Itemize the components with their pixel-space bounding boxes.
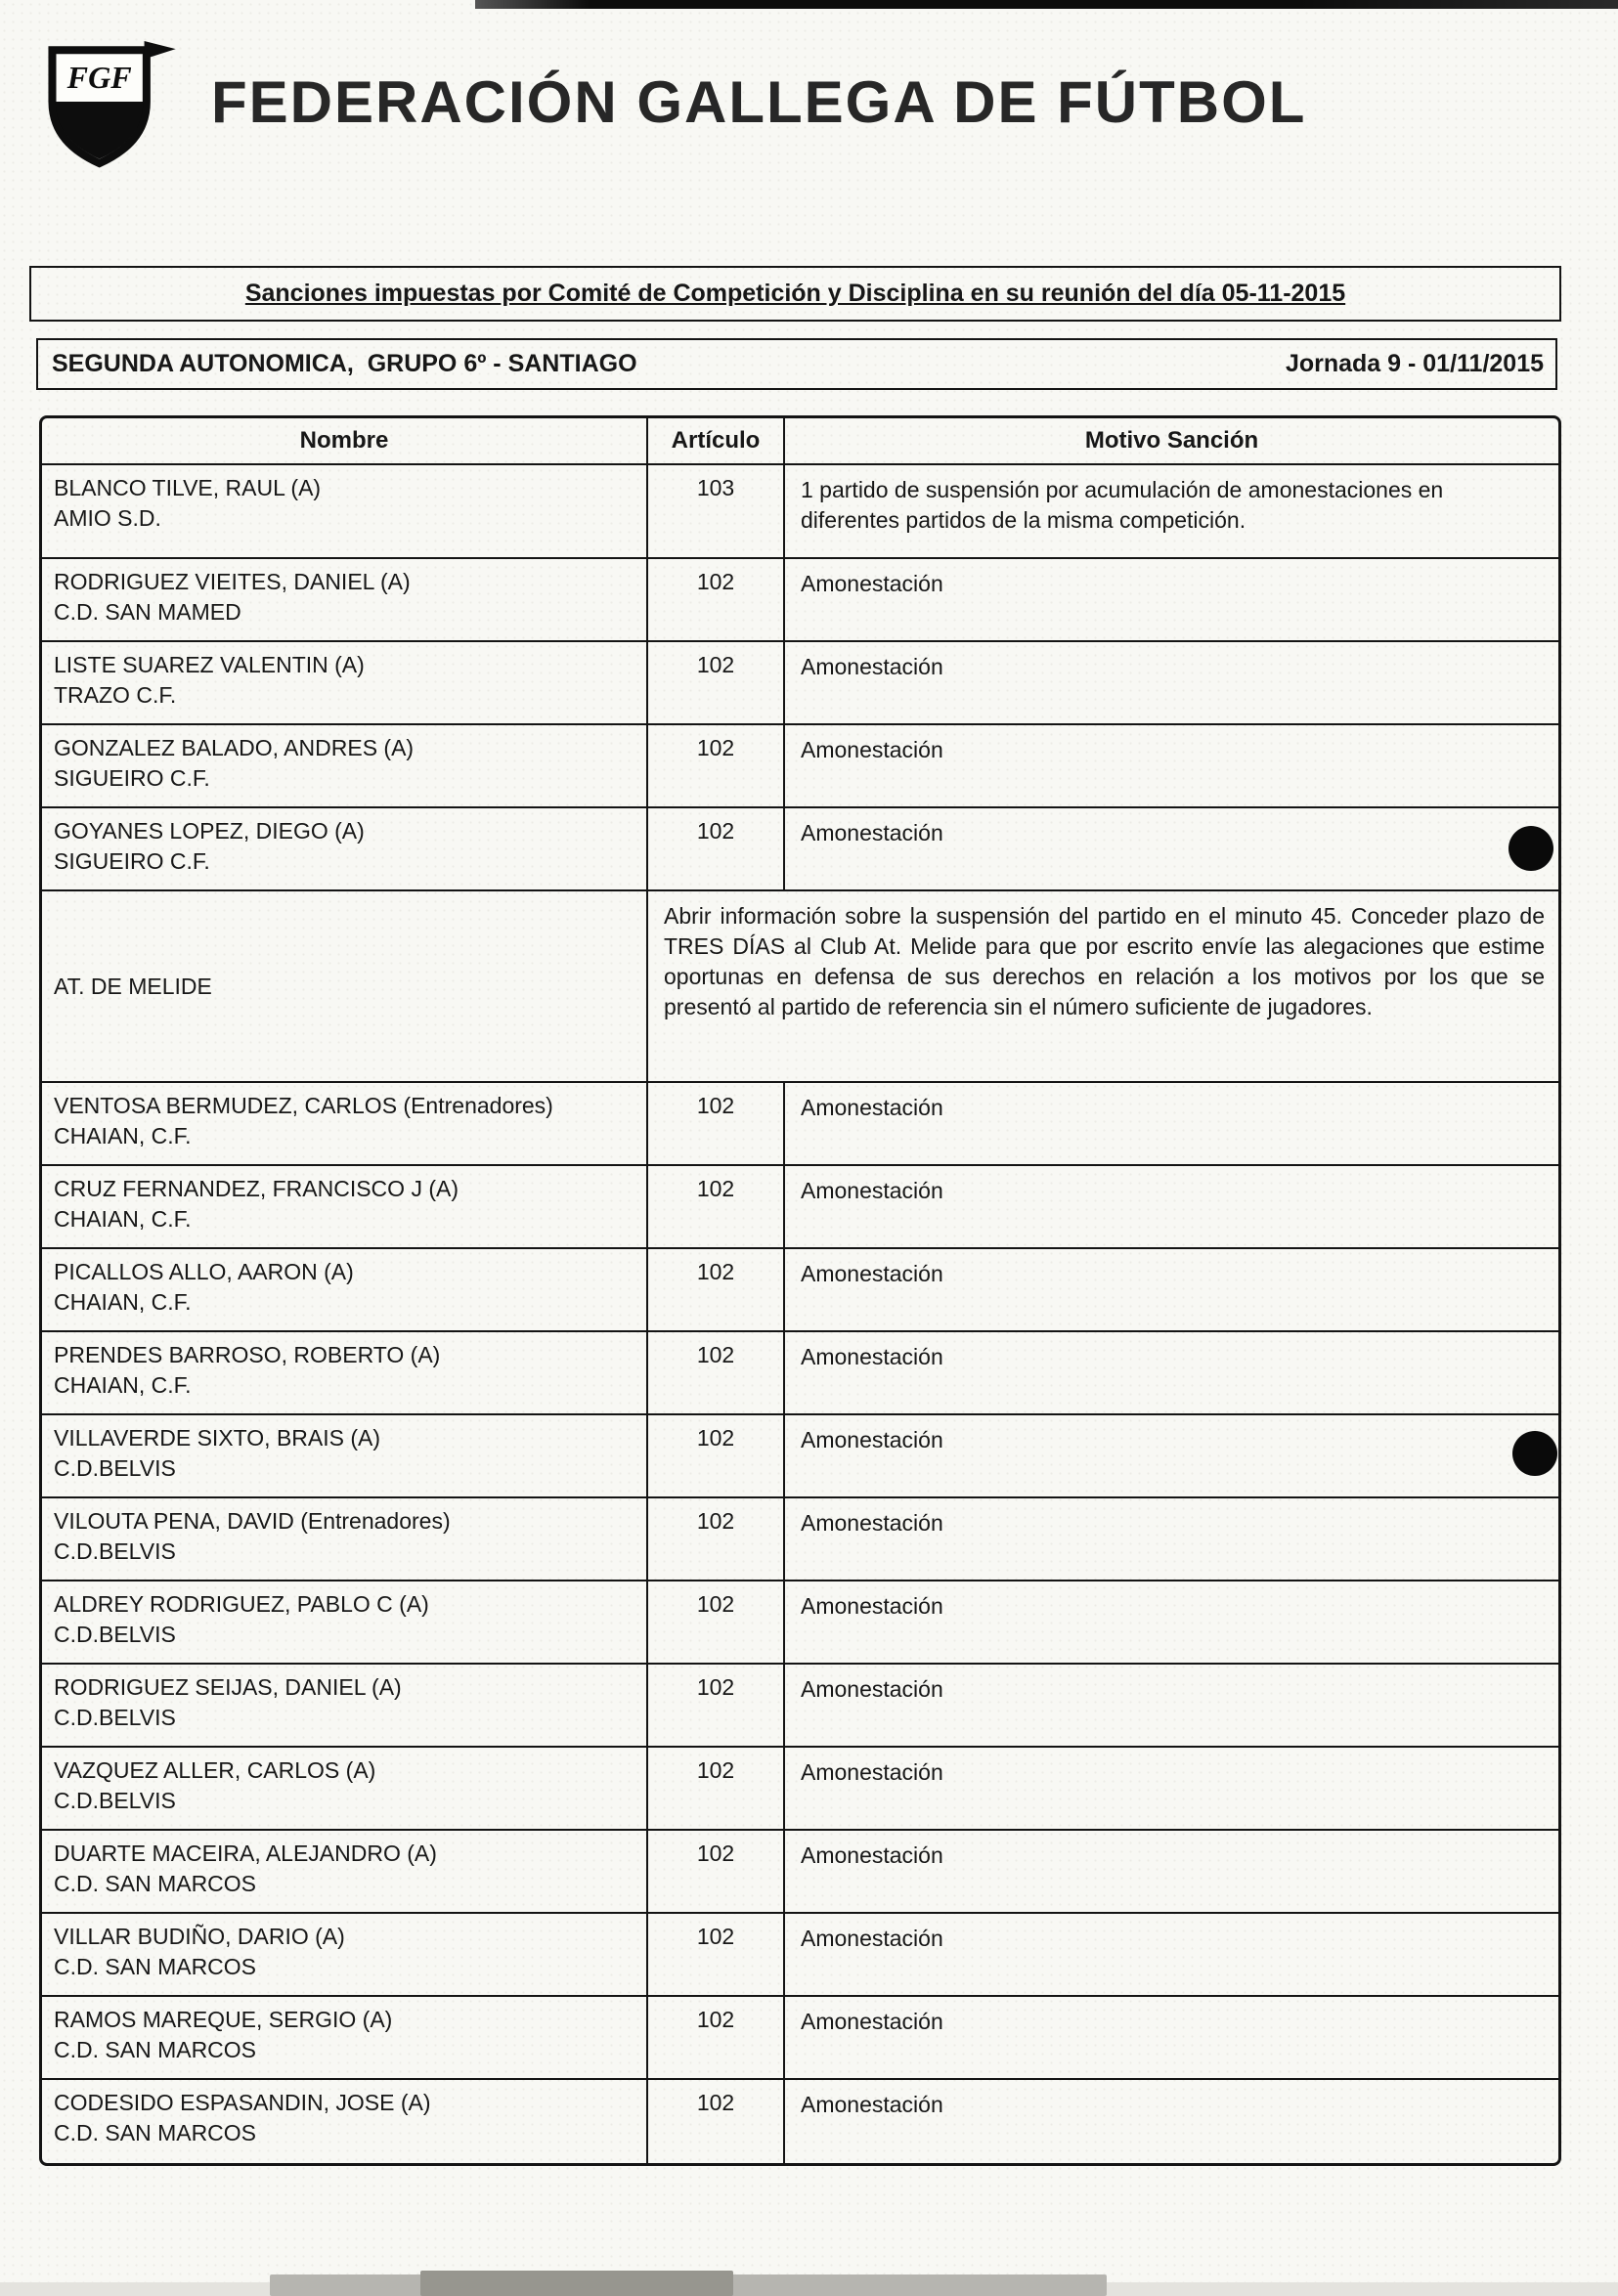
article-cell: 102 [646,1665,785,1746]
player-cell [42,1249,646,1330]
player-cell [42,891,646,1081]
player-cell [42,1997,646,2078]
competition-group-label: SEGUNDA AUTONOMICA, GRUPO 6º - SANTIAGO [52,350,637,377]
club-name: TRAZO C.F. [54,682,177,708]
table-row [42,808,1558,891]
club-name: AMIO S.D. [54,505,161,531]
reason-cell: Amonestación [801,1759,943,1785]
player-name: CODESIDO ESPASANDIN, JOSE (A) [54,2090,431,2115]
pennant-icon [145,41,176,59]
table-row [42,642,1558,725]
table-row [42,1997,1558,2080]
club-name: CHAIAN, C.F. [54,1206,192,1232]
club-name: C.D. SAN MARCOS [54,1954,257,1979]
punch-hole-icon [1512,1431,1557,1476]
table-row [42,1914,1558,1997]
club-name: SIGUEIRO C.F. [54,848,210,874]
scan-artifact-bottom-dark [420,2271,733,2296]
reason-cell: Amonestación [801,1593,943,1619]
reason-cell: Amonestación [801,1510,943,1536]
club-name: C.D.BELVIS [54,1538,176,1564]
table-body [42,465,1558,2163]
player-cell [42,808,646,889]
article-cell: 102 [646,642,785,723]
reason-cell: Amonestación [801,820,943,845]
crest-initials: FGF [66,60,132,96]
article-cell: 102 [646,808,785,889]
sanctions-table [39,415,1561,2166]
reason-cell: Amonestación [801,2009,943,2034]
player-cell [42,1914,646,1995]
article-cell: 102 [646,1415,785,1496]
reason-cell: Amonestación [801,1926,943,1951]
player-cell [42,1083,646,1164]
player-cell [42,1748,646,1829]
player-cell [42,1166,646,1247]
table-row [42,2080,1558,2163]
club-name: C.D. SAN MAMED [54,599,241,625]
club-name: CHAIAN, C.F. [54,1123,192,1148]
player-name: RODRIGUEZ VIEITES, DANIEL (A) [54,569,411,594]
table-row [42,1498,1558,1581]
player-name: VILOUTA PENA, DAVID (Entrenadores) [54,1508,451,1534]
table-row [42,1831,1558,1914]
reason-cell: Amonestación [801,1095,943,1120]
matchday-label: Jornada 9 - 01/11/2015 [1285,350,1544,377]
player-cell [42,1332,646,1413]
article-cell: 102 [646,1914,785,1995]
table-row [42,1332,1558,1415]
reason-cell: Amonestación [801,1676,943,1702]
reason-cell: Amonestación [801,1178,943,1203]
table-row [42,559,1558,642]
club-name: C.D. SAN MARCOS [54,2037,257,2062]
article-cell: 102 [646,1498,785,1580]
table-row [42,891,1558,1083]
table-row [42,725,1558,808]
table-row [42,1665,1558,1748]
player-cell [42,1415,646,1496]
article-cell: 102 [646,725,785,806]
table-row [42,465,1558,559]
club-name: CHAIAN, C.F. [54,1372,192,1398]
club-name: C.D. SAN MARCOS [54,1871,257,1896]
club-name: C.D.BELVIS [54,1622,176,1647]
article-cell: 102 [646,1332,785,1413]
player-name: VENTOSA BERMUDEZ, CARLOS (Entrenadores) [54,1093,553,1118]
document-header [0,0,1618,160]
player-name: GONZALEZ BALADO, ANDRES (A) [54,735,415,760]
article-cell: 102 [646,1083,785,1164]
club-name: C.D.BELVIS [54,1788,176,1813]
column-header-articulo: Artículo [646,418,785,463]
player-name: VILLAVERDE SIXTO, BRAIS (A) [54,1425,381,1451]
table-row [42,1415,1558,1498]
player-name: VILLAR BUDIÑO, DARIO (A) [54,1924,345,1949]
table-row [42,1166,1558,1249]
club-name: C.D.BELVIS [54,1455,176,1481]
punch-hole-icon [1509,826,1553,871]
club-name: SIGUEIRO C.F. [54,765,210,791]
club-name: C.D.BELVIS [54,1705,176,1730]
player-cell [42,559,646,640]
player-cell [42,1498,646,1580]
player-name: LISTE SUAREZ VALENTIN (A) [54,652,365,677]
table-row [42,1249,1558,1332]
club-name: C.D. SAN MARCOS [54,2120,257,2145]
player-name: VAZQUEZ ALLER, CARLOS (A) [54,1757,376,1783]
crest-lower-band [56,102,144,159]
article-cell: 102 [646,559,785,640]
player-cell [42,465,646,557]
table-row [42,1083,1558,1166]
reason-cell: Amonestación [801,1261,943,1286]
player-name: CRUZ FERNANDEZ, FRANCISCO J (A) [54,1176,459,1201]
player-name: DUARTE MACEIRA, ALEJANDRO (A) [54,1841,437,1866]
player-cell [42,725,646,806]
club-name: CHAIAN, C.F. [54,1289,192,1315]
reason-cell: Amonestación [801,737,943,762]
article-cell: 102 [646,1997,785,2078]
reason-cell: Amonestación [801,2092,943,2117]
table-header-row [42,418,1558,465]
article-cell: 102 [646,2080,785,2163]
competition-bar [36,338,1557,390]
player-name: AT. DE MELIDE [54,973,212,999]
column-header-motivo: Motivo Sanción [1084,427,1259,454]
reason-cell: Amonestación [801,1842,943,1868]
player-cell [42,1665,646,1746]
reason-cell: Amonestación [801,1427,943,1452]
player-name: RAMOS MAREQUE, SERGIO (A) [54,2007,393,2032]
sanctions-title-box [29,266,1561,322]
article-cell: 102 [646,1831,785,1912]
fgf-crest-logo [41,28,178,175]
player-name: BLANCO TILVE, RAUL (A) [54,475,322,500]
article-cell: 103 [646,465,785,557]
article-cell: 102 [646,1249,785,1330]
reason-cell: 1 partido de suspensión por acumulación de amonestaciones en diferentes partidos de la misma competición. [801,477,1444,533]
player-name: PICALLOS ALLO, AARON (A) [54,1259,354,1284]
reason-cell: Amonestación [801,654,943,679]
player-name: ALDREY RODRIGUEZ, PABLO C (A) [54,1591,429,1617]
scan-artifact-top [475,0,1618,9]
player-name: RODRIGUEZ SEIJAS, DANIEL (A) [54,1674,402,1700]
org-title: FEDERACIÓN GALLEGA DE FÚTBOL [211,68,1307,135]
player-cell [42,1581,646,1663]
player-name: GOYANES LOPEZ, DIEGO (A) [54,818,365,844]
player-cell [42,1831,646,1912]
reason-cell: Abrir información sobre la suspensión del partido en el minuto 45. Conceder plazo de TRES DÍAS al Club At. Melide para que por escrito envíe las alegaciones que estime oportunas en defensa de sus derechos en relación a los motivos por los que se presentó al partido de referencia sin el número suficiente de jugadores. [646,891,1558,1081]
article-cell: 102 [646,1748,785,1829]
reason-cell: Amonestación [801,1344,943,1369]
player-cell [42,2080,646,2163]
player-cell [42,642,646,723]
reason-cell: Amonestación [801,571,943,596]
article-cell: 102 [646,1166,785,1247]
article-cell: 102 [646,1581,785,1663]
sanctions-title: Sanciones impuestas por Comité de Competición y Disciplina en su reunión del día 05-11-2015 [244,280,1346,307]
table-row [42,1748,1558,1831]
column-header-nombre: Nombre [299,427,389,454]
player-name: PRENDES BARROSO, ROBERTO (A) [54,1342,441,1367]
table-row [42,1581,1558,1665]
